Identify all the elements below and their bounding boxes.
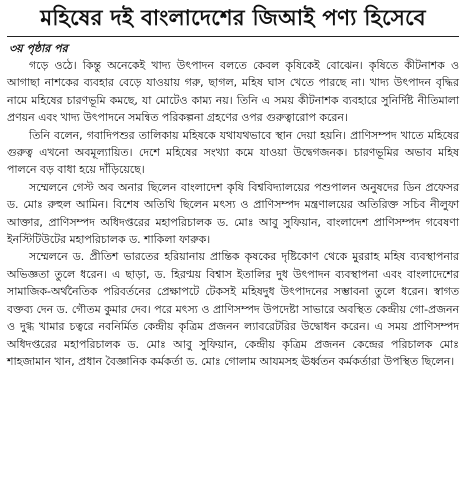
article-paragraph-2: তিনি বলেন, গবাদিপশুর তালিকায় মহিষকে যথাযথভাবে স্থান দেয়া হয়নি। প্রাণিসম্পদ খাতে মহিষের গুরুত্ব এখনো অবমূল্যায়িত। দেশে মহিষের সংখ্যা কমে যাওয়া উদ্বেগজনক। চারণভূমির অভাব মহিষ পালনে বড় বাধা হয়ে দাঁড়িয়েছে। (7, 128, 459, 177)
headline-rule (7, 36, 459, 37)
article-headline: মহিষের দই বাংলাদেশের জিআই পণ্য হিসেবে (40, 6, 426, 31)
article-body (7, 57, 459, 370)
article-paragraph-4: সম্মেলনে ড. প্রীতিশ ভারতের হরিয়ানায় প্রান্তিক কৃষকের দৃষ্টিকোণ থেকে মুররাহ মহিষ ব্যবস্থাপনার অভিজ্ঞতা তুলে ধরেন। এ ছাড়া, ড. হিরণ্ময় বিশ্বাস ইতালির দুধ উৎপাদন ব্যবস্থাপনা এবং বাংলাদেশের সামাজিক-অর্থনৈতিক পরিবর্তনের প্রেক্ষাপটে টেকসই মহিষদুধ উৎপাদনের সম্ভাবনা তুলে ধরেন। স্বাগত বক্তব্য দেন ড. গৌতম কুমার দেব। পরে মৎস্য ও প্রাণিসম্পদ উপদেষ্টা সাভারে অবস্থিত কেন্দ্রীয় গো-প্রজনন ও দুগ্ধ খামার চত্বরে নবনির্মিত কেন্দ্রীয় কৃত্রিম প্রজনন ল্যাবরেটরির উদ্বোধন করেন। এ সময় প্রাণিসম্পদ অধিদপ্তরের মহাপরিচালক ড. মোঃ আবু সুফিয়ান, কেন্দ্রীয় কৃত্রিম প্রজনন কেন্দ্রের পরিচালক মোঃ শাহজামান খান, প্রধান বৈজ্ঞানিক কর্মকর্তা ড. মোঃ গোলাম আযমসহ ঊর্ধ্বতন কর্মকর্তারা উপস্থিত ছিলেন। (7, 250, 459, 368)
continuation-note: ৩য় পৃষ্ঠার পর (9, 42, 68, 55)
article-paragraph-1: গড়ে ওঠে। কিন্তু অনেকেই খাদ্য উৎপাদন বলতে কেবল কৃষিকেই বোঝেন। কৃষিতে কীটনাশক ও আগাছা নাশকের ব্যবহার বেড়ে যাওয়ায় গরু, ছাগল, মহিষ ঘাস খেতে পারছে না। খাদ্য উৎপাদন বৃদ্ধির নামে মহিষের চারণভূমি কমছে, যা মোটেও কাম্য নয়। তিনি এ সময় কীটনাশক ব্যবহারে সুনির্দিষ্ট নীতিমালা প্রণয়ন এবং খাদ্য উৎপাদনে সমন্বিত পরিকল্পনা গ্রহণের ওপর গুরুত্বারোপ করেন। (7, 59, 459, 125)
article-paragraph-3: সম্মেলনে গেস্ট অব অনার ছিলেন বাংলাদেশ কৃষি বিশ্ববিদ্যালয়ের পশুপালন অনুষদের ডিন প্রফেসর ড. মোঃ রুহুল আমিন। বিশেষ অতিথি ছিলেন মৎস্য ও প্রাণিসম্পদ মন্ত্রণালয়ের অতিরিক্ত সচিব নীলুফা আক্তার, প্রাণিসম্পদ অধিদপ্তরের মহাপরিচালক ড. মোঃ আবু সুফিয়ান, বাংলাদেশ প্রাণিসম্পদ গবেষণা ইনস্টিটিউটের মহাপরিচালক ড. শাকিলা ফারুক। (7, 180, 459, 247)
